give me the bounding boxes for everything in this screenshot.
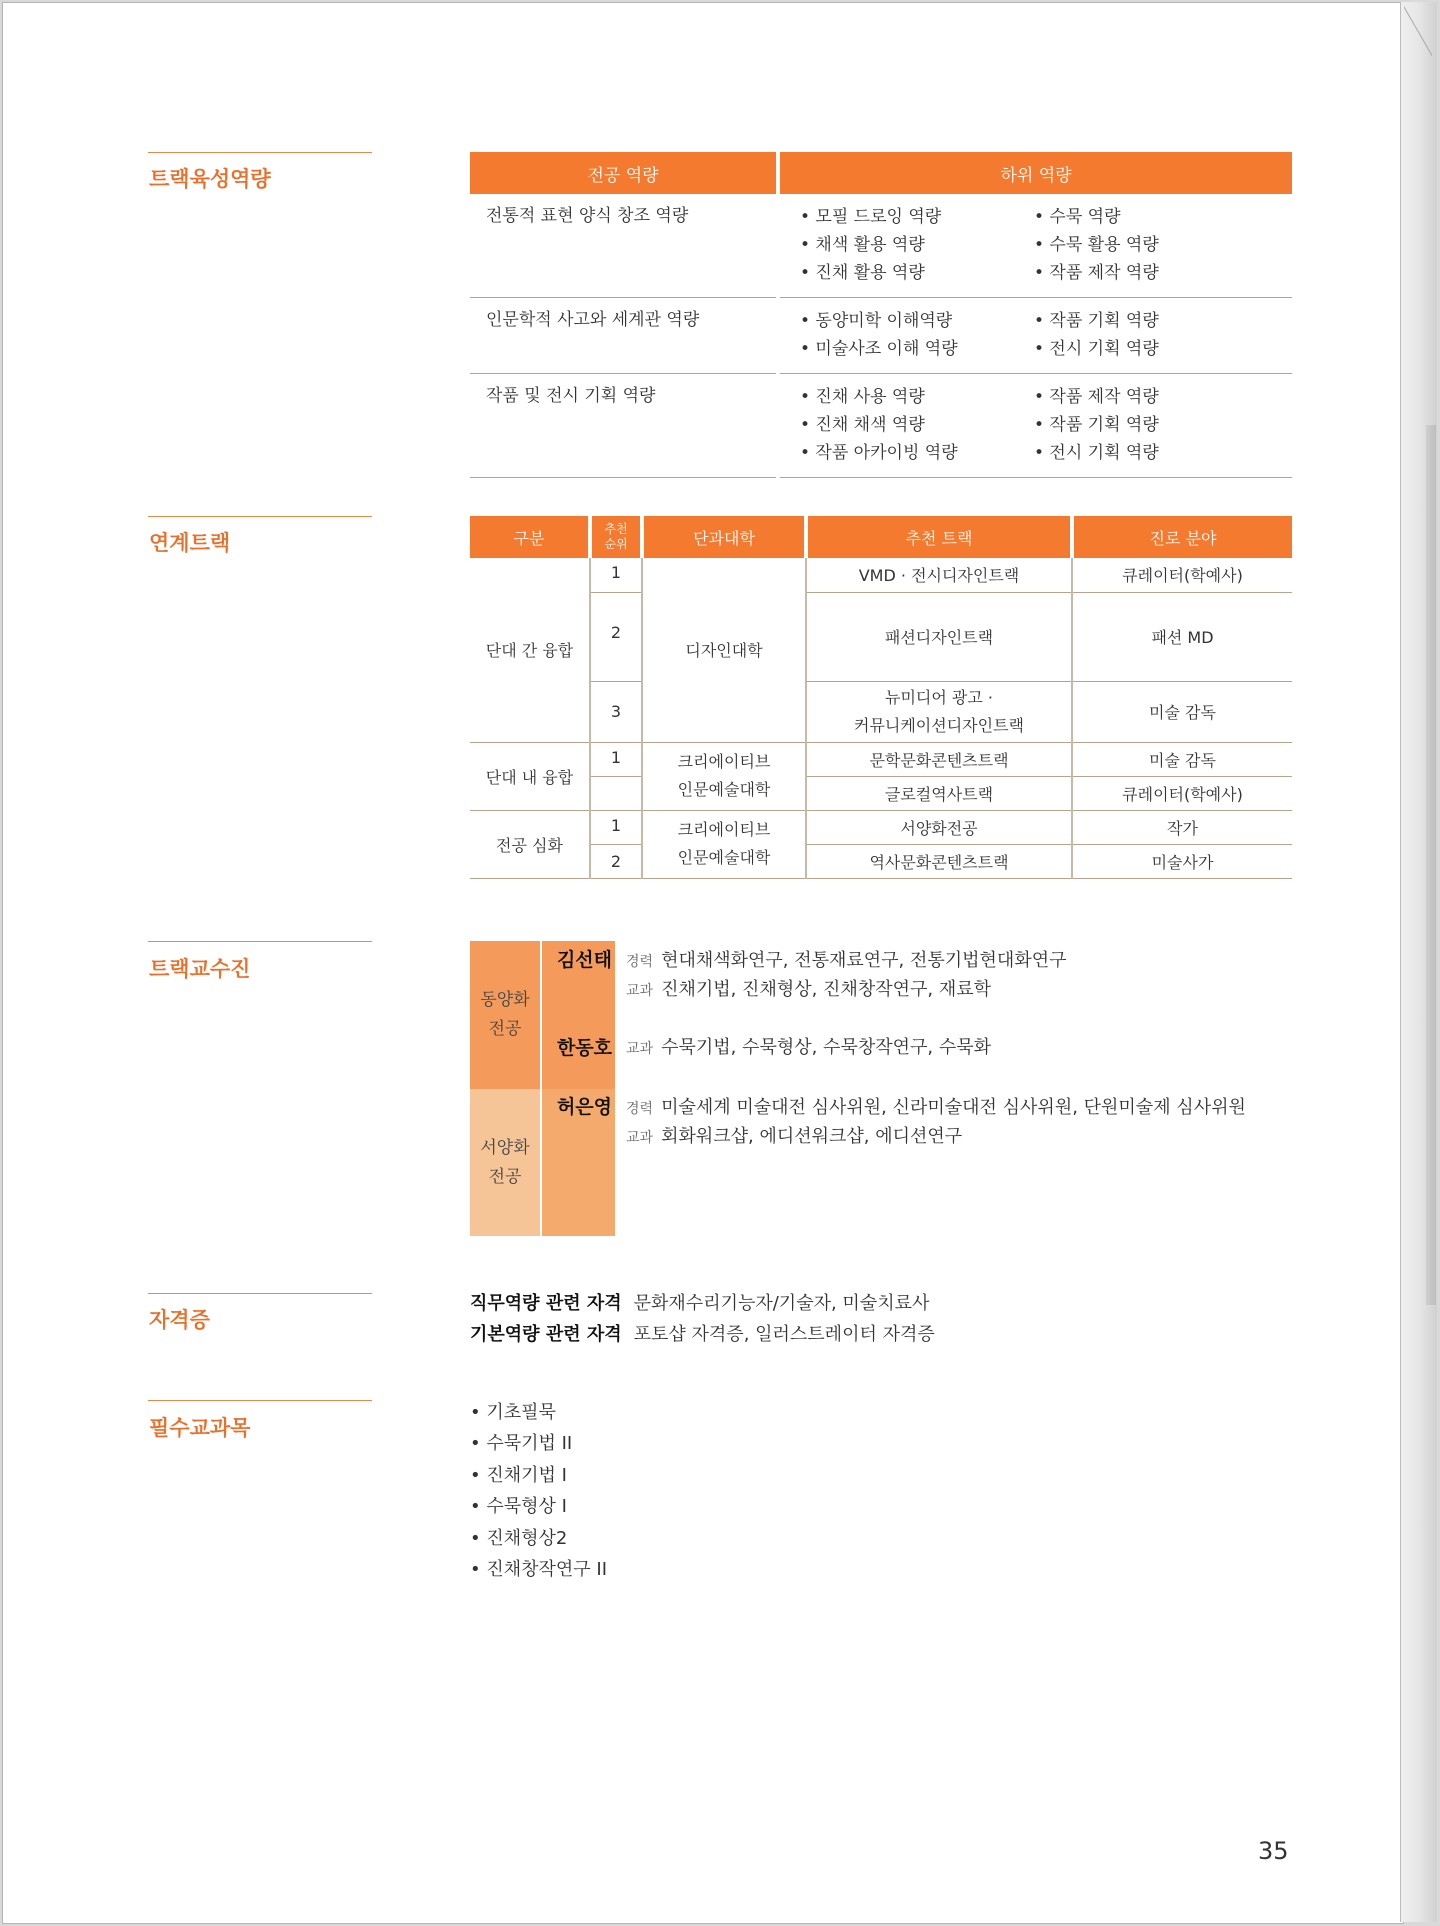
rank-cell: 1 xyxy=(590,742,642,776)
career-cell: 큐레이터(학예사) xyxy=(1072,776,1292,810)
faculty-career: 경력 미술세계 미술대전 심사위원, 신라미술대전 심사위원, 단원미술제 심사위원 xyxy=(626,1097,1246,1118)
section-rule xyxy=(148,152,372,153)
course-item: • 진채창작연구 II xyxy=(470,1559,608,1580)
faculty-career: 경력 현대채색화연구, 전통재료연구, 전통기법현대화연구 xyxy=(626,950,1067,971)
sub-competency-left: • 모필 드로잉 역량 • 채색 활용 역량 • 진채 활용 역량 xyxy=(778,194,1034,298)
course-item: • 수묵기법 II xyxy=(470,1433,573,1454)
major-eastern-painting: 동양화 전공 xyxy=(470,941,540,1089)
faculty-name: 허은영 xyxy=(556,1096,612,1118)
major-competency-cell: 전통적 표현 양식 창조 역량 xyxy=(470,194,778,298)
track-cell: 글로컬역사트랙 xyxy=(806,776,1072,810)
table-row xyxy=(470,298,1292,374)
career-cell: 패션 MD xyxy=(1072,592,1292,681)
header-sub-competency: 하위 역량 xyxy=(778,152,1292,194)
track-cell: 패션디자인트랙 xyxy=(806,592,1072,681)
faculty-subject: 교과 진채기법, 진채형상, 진채창작연구, 재료학 xyxy=(626,979,991,1000)
section-title-cert: 자격증 xyxy=(149,1308,210,1332)
sub-competency-left: • 진채 사용 역량 • 진채 채색 역량 • 작품 아카이빙 역량 xyxy=(778,374,1034,478)
major-competency-cell: 인문학적 사고와 세계관 역량 xyxy=(470,298,778,374)
course-item: • 진채기법 I xyxy=(470,1465,567,1486)
track-cell: 역사문화콘텐츠트랙 xyxy=(806,844,1072,878)
page-number: 35 xyxy=(1258,1837,1289,1865)
linked-tracks-table xyxy=(470,516,1292,879)
section-title-linked: 연계트랙 xyxy=(149,531,231,555)
rank-cell: 3 xyxy=(590,681,642,742)
faculty-subject: 교과 회화워크샵, 에디션워크샵, 에디션연구 xyxy=(626,1126,963,1147)
page-edge-bar xyxy=(1426,425,1436,1305)
section-rule xyxy=(148,516,372,517)
career-cell: 큐레이터(학예사) xyxy=(1072,558,1292,592)
competency-table xyxy=(470,152,1292,478)
section-title-courses: 필수교과목 xyxy=(149,1416,251,1440)
table-row xyxy=(470,776,1292,810)
header-recommended-track: 추천 트랙 xyxy=(806,516,1072,558)
group-intra-college: 단대 내 융합 xyxy=(470,742,590,810)
course-item: • 기초필묵 xyxy=(470,1402,556,1423)
track-cell: VMD · 전시디자인트랙 xyxy=(806,558,1072,592)
section-rule xyxy=(148,1400,372,1401)
sub-competency-left: • 동양미학 이해역량 • 미술사조 이해 역량 xyxy=(778,298,1034,374)
major-competency-cell: 작품 및 전시 기획 역량 xyxy=(470,374,778,478)
header-category: 구분 xyxy=(470,516,590,558)
rank-cell: 2 xyxy=(590,592,642,681)
table-row xyxy=(470,374,1292,478)
track-cell: 서양화전공 xyxy=(806,810,1072,844)
cert-basic: 기본역량 관련 자격 포토샵 자격증, 일러스트레이터 자격증 xyxy=(470,1324,935,1345)
course-item: • 진채형상2 xyxy=(470,1528,568,1549)
career-cell: 작가 xyxy=(1072,810,1292,844)
faculty-subject: 교과 수묵기법, 수묵형상, 수묵창작연구, 수묵화 xyxy=(626,1037,991,1058)
table-row xyxy=(470,844,1292,878)
table-row xyxy=(470,810,1292,844)
table-row xyxy=(470,681,1292,742)
career-cell: 미술사가 xyxy=(1072,844,1292,878)
cert-job: 직무역량 관련 자격 문화재수리기능자/기술자, 미술치료사 xyxy=(470,1293,930,1314)
rank-cell: 1 xyxy=(590,558,642,592)
header-career-field: 진로 분야 xyxy=(1072,516,1292,558)
sub-competency-right: • 수묵 역량 • 수묵 활용 역량 • 작품 제작 역량 xyxy=(1034,194,1292,298)
career-cell: 미술 감독 xyxy=(1072,742,1292,776)
header-college: 단과대학 xyxy=(642,516,806,558)
faculty-name: 한동호 xyxy=(556,1037,612,1059)
group-inter-college: 단대 간 융합 xyxy=(470,558,590,742)
section-title-faculty: 트랙교수진 xyxy=(149,957,251,981)
sub-competency-right: • 작품 기획 역량 • 전시 기획 역량 xyxy=(1034,298,1292,374)
track-cell: 뉴미디어 광고 · 커뮤니케이션디자인트랙 xyxy=(806,681,1072,742)
table-row xyxy=(470,742,1292,776)
track-cell: 문학문화콘텐츠트랙 xyxy=(806,742,1072,776)
faculty-name: 김선태 xyxy=(556,949,612,971)
group-major-deep: 전공 심화 xyxy=(470,810,590,878)
college-cell: 디자인대학 xyxy=(642,558,806,742)
section-rule xyxy=(148,941,372,942)
career-cell: 미술 감독 xyxy=(1072,681,1292,742)
rank-cell xyxy=(590,776,642,810)
rank-cell: 1 xyxy=(590,810,642,844)
college-cell: 크리에이티브 인문예술대학 xyxy=(642,742,806,810)
sub-competency-right: • 작품 제작 역량 • 작품 기획 역량 • 전시 기획 역량 xyxy=(1034,374,1292,478)
college-cell: 크리에이티브 인문예술대학 xyxy=(642,810,806,878)
table-row xyxy=(470,558,1292,592)
header-major-competency: 전공 역량 xyxy=(470,152,778,194)
section-title-competency: 트랙육성역량 xyxy=(149,167,271,191)
rank-cell: 2 xyxy=(590,844,642,878)
table-row xyxy=(470,194,1292,298)
section-rule xyxy=(148,1293,372,1294)
course-item: • 수묵형상 I xyxy=(470,1496,567,1517)
major-western-painting: 서양화 전공 xyxy=(470,1089,540,1236)
header-rank: 추천 순위 xyxy=(590,516,642,558)
table-row xyxy=(470,592,1292,681)
